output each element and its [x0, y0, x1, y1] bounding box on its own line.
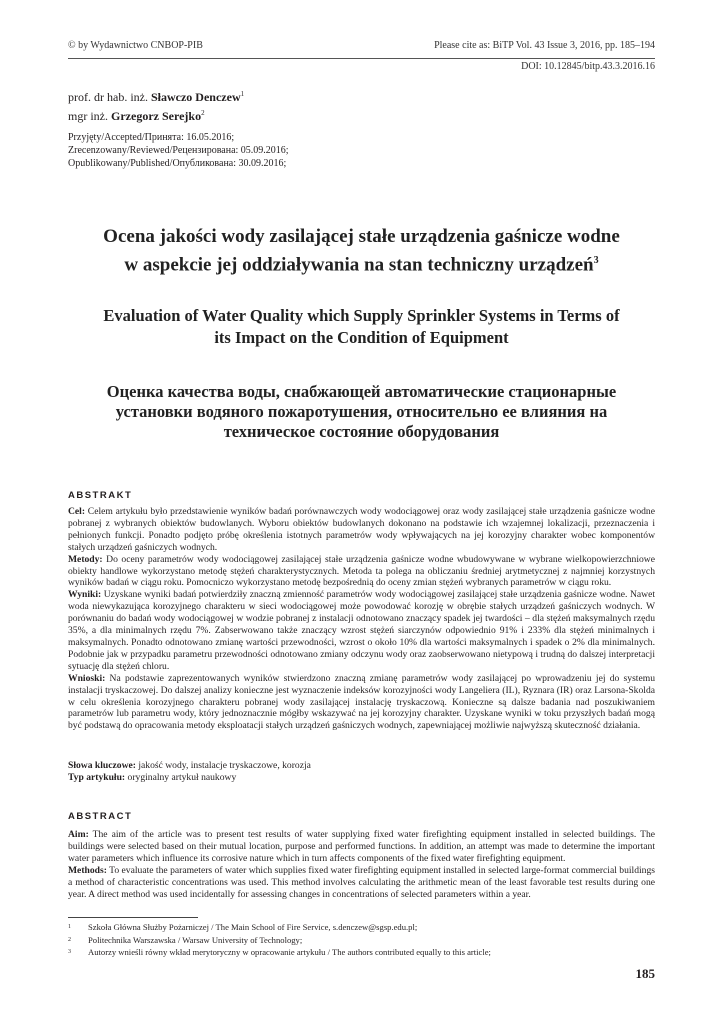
footnote-3: 3 Autorzy wnieśli równy wkład merytoryczny w opracowanie artykułu / The authors contributed equally to this article; — [68, 947, 491, 958]
title-polish: Ocena jakości wody zasilającej stałe urządzenia gaśnicze wodne w aspekcie jej oddziaływania na stan techniczny urządzeń$^3$ — [103, 226, 620, 276]
footnote-1: 1 Szkoła Główna Służby Pożarniczej / The Main School of Fire Service, s.denczew@sgsp.edu.pl; — [68, 922, 418, 932]
abstract-results: Wyniki: Uzyskane wyniki badań potwierdziły znaczną zmienność parametrów wody wodociągowej zasilającej stałe urządzenia gaśnicze wodne. Nawet woda niewykazująca korozyjnego charakteru w sieci wodociągowej może powodować korozję w obrębie stałych urządzeń gaśniczych wodnych. W porównaniu do badań wody wodociągowej w wodzie pobranej z instalacji odnotowano znaczący spadek jej twardości – dla stężeń maksymalnych rzędu 35%, a dla minimalnych rzędu 7%. Zabserwowano także znaczący wzrost stężeń siarczynów odpowiednio 91% i 233% dla stężeń minimalnych i maksymalnych. Ponadto odnotowano zmianę wartości przewodności, wzrost o około 10% dla wartości maksymalnych i spadek o 2% dla minimalnych. Podobnie jak w przypadku parametru przewodności odnotowano zmiany odczynu wody oraz zaobserwowano nietypową i trudną do dalszej interpretacji sytuację dla stężeń chloru. — [68, 589, 655, 672]
footnote-divider — [68, 917, 198, 918]
author-block — [68, 86, 244, 124]
date-reviewed: Zrecenzowany/Reviewed/Рецензирована: 05.09.2016; — [68, 145, 289, 156]
abstract-heading-polish: ABSTRAKT — [68, 490, 133, 501]
title-russian: Оценка качества воды, снабжающей автоматические стационарные установки водяного пожаротушения, относительно ее влияния на техническое состояние оборудования — [106, 382, 617, 441]
doi-line: DOI: 10.12845/bitp.43.3.2016.16 — [521, 61, 655, 72]
abstract-english — [68, 829, 655, 900]
abstract-heading-english: ABSTRACT — [68, 811, 133, 822]
date-published: Opublikowany/Published/Опубликована: 30.09.2016; — [68, 158, 287, 169]
title-english: Evaluation of Water Quality which Supply Sprinkler Systems in Terms of its Impact on the Condition of Equipment — [103, 306, 620, 347]
keywords: Słowa kluczowe: jakość wody, instalacje tryskaczowe, korozja — [68, 760, 311, 771]
publisher-line: © by Wydawnictwo CNBOP-PIB — [68, 40, 203, 51]
abstract-polish — [68, 506, 655, 732]
abstract-conclusions: Wnioski: Na podstawie zaprezentowanych wyników stwierdzono znaczną zmianę parametrów wody zasilającej po wprowadzeniu jej do systemu instalacji tryskaczowej. Do dalszej analizy konieczne jest wyznaczenie indeksów korozyjności wody Langeliera (IL), Ryznara (IR) oraz Larsona-Skolda w celu określenia korozyjnego charakteru pobranej wody zasilającej instalację tryskaczową. Konieczne są dalsze badania nad poszukiwaniem parametrów lub parametru wody, który jednoznacznie mógłby wskazywać na jej korozyjny charakter. Uzyskane wyniki w toku przyszłych badań mogą być podstawą do opracowania metody eksploatacji stałych urządzeń gaśniczych wodnych, zapewniającej możliwie najwyższą skuteczność działania. — [68, 672, 655, 732]
page-number: 185 — [635, 966, 655, 981]
abstract-en-aim: Aim: The aim of the article was to present test results of water supplying fixed water firefighting equipment installed in selected buildings. The buildings were selected based on their mutual location, purpose and performed functions. In addition, an attempt was made to determine the important water parameters which influence its corrosive nature which in turn affects components of the fixed water firefighting equipment. — [68, 829, 655, 864]
citation-line: Please cite as: BiTP Vol. 43 Issue 3, 2016, pp. 185–194 — [434, 40, 655, 51]
keywords-block — [68, 760, 655, 784]
author-name: Sławczo Denczew — [150, 90, 241, 104]
footnote-2: 2 Politechnika Warszawska / Warsaw University of Technology; — [68, 934, 303, 945]
date-accepted: Przyjęty/Accepted/Принята: 16.05.2016; — [68, 132, 235, 143]
footnotes — [68, 921, 655, 959]
article-type: Typ artykułu: oryginalny artykuł naukowy — [68, 771, 237, 783]
author-2: mgr inż. Grzegorz Serejko$^2$ — [68, 109, 205, 123]
running-header — [68, 34, 655, 59]
abstract-aim: Cel: Celem artykułu było przedstawienie wyników badań porównawczych wody wodociągowej oraz wody zasilającej stałe urządzenia gaśnicze wodne pobranej z wybranych obiektów budowlanych. Wyboru obiektów budowlanych dokonano na podstawie ich wzajemnej lokalizacji, przeznaczenia i pełnionych funkcji. Ponadto podjęto próbę określenia istotnych parametrów wody wpływających na jej korozyjny charakter wobec komponentów stałych urządzeń gaśniczych wodnych. — [68, 506, 655, 553]
author-1: prof. dr hab. inż. Sławczo Denczew$^1$ — [68, 90, 245, 104]
publication-dates — [68, 131, 289, 170]
abstract-en-methods: Methods: To evaluate the parameters of water which supplies fixed water firefighting equipment installed in selected large-format commercial buildings a method of characteristic concentrations was used. This method involves calculating the arithmetic mean of the least favorable test results during one year. A direct method was used incidentally for assessing changes in concentrations of selected parameters within a year. — [68, 864, 655, 900]
abstract-methods: Metody: Do oceny parametrów wody wodociągowej zasilającej stałe urządzenia gaśnicze wodne wbudowywane w wybrane wielkopowierzchniowe obiekty handlowe wykorzystano metodę stężeń charakterystycznych. Metoda ta polega na obliczaniu średniej arytmetycznej z najmniej korzystnych wyników badań w ciągu roku. Pomocniczo wykorzystano metodę bezpośrednią do oceny zmian stężeń wybranych parametrów w ciągu roku. — [68, 553, 655, 589]
author-name: Grzegorz Serejko — [111, 109, 202, 123]
